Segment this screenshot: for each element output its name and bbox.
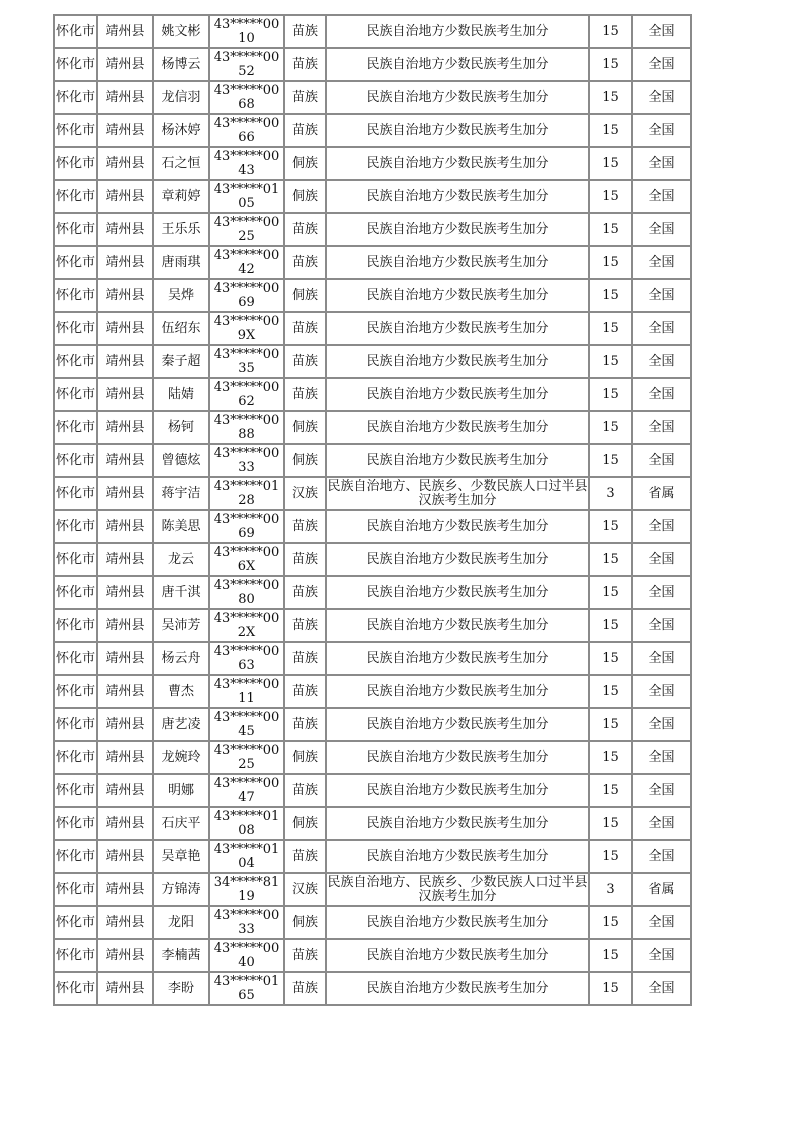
id-number-cell: 43*****0025 — [210, 742, 285, 775]
scope-cell: 省属 — [633, 874, 692, 907]
city-cell: 怀化市 — [55, 841, 98, 874]
name-cell: 杨云舟 — [154, 643, 210, 676]
bonus-points-table — [53, 14, 692, 1006]
bonus-points-cell: 3 — [590, 874, 633, 907]
scope-cell: 全国 — [633, 610, 692, 643]
ethnicity-cell: 苗族 — [285, 379, 327, 412]
id-number-cell: 43*****0088 — [210, 412, 285, 445]
city-cell: 怀化市 — [55, 676, 98, 709]
bonus-points-cell: 15 — [590, 313, 633, 346]
county-cell: 靖州县 — [98, 115, 154, 148]
bonus-item-cell: 民族自治地方少数民族考生加分 — [327, 676, 590, 709]
id-number-cell: 43*****0033 — [210, 445, 285, 478]
city-cell: 怀化市 — [55, 973, 98, 1006]
bonus-points-cell: 15 — [590, 445, 633, 478]
scope-cell: 省属 — [633, 478, 692, 511]
city-cell: 怀化市 — [55, 346, 98, 379]
name-cell: 龙阳 — [154, 907, 210, 940]
city-cell: 怀化市 — [55, 247, 98, 280]
table-body — [55, 16, 692, 1006]
scope-cell: 全国 — [633, 280, 692, 313]
county-cell: 靖州县 — [98, 82, 154, 115]
id-number-cell: 43*****0010 — [210, 16, 285, 49]
name-cell: 吴沛芳 — [154, 610, 210, 643]
bonus-item-cell: 民族自治地方少数民族考生加分 — [327, 775, 590, 808]
scope-cell: 全国 — [633, 808, 692, 841]
scope-cell: 全国 — [633, 544, 692, 577]
name-cell: 章莉婷 — [154, 181, 210, 214]
bonus-item-cell: 民族自治地方、民族乡、少数民族人口过半县汉族考生加分 — [327, 478, 590, 511]
ethnicity-cell: 侗族 — [285, 808, 327, 841]
ethnicity-cell: 苗族 — [285, 940, 327, 973]
ethnicity-cell: 苗族 — [285, 610, 327, 643]
id-number-cell: 43*****0104 — [210, 841, 285, 874]
table-row — [55, 49, 692, 82]
county-cell: 靖州县 — [98, 148, 154, 181]
table-row — [55, 148, 692, 181]
table-row — [55, 775, 692, 808]
county-cell: 靖州县 — [98, 742, 154, 775]
id-number-cell: 43*****002X — [210, 610, 285, 643]
scope-cell: 全国 — [633, 841, 692, 874]
bonus-points-cell: 15 — [590, 346, 633, 379]
bonus-item-cell: 民族自治地方少数民族考生加分 — [327, 412, 590, 445]
table-row — [55, 412, 692, 445]
name-cell: 方锦涛 — [154, 874, 210, 907]
ethnicity-cell: 苗族 — [285, 709, 327, 742]
county-cell: 靖州县 — [98, 577, 154, 610]
name-cell: 吴烨 — [154, 280, 210, 313]
bonus-points-cell: 15 — [590, 709, 633, 742]
name-cell: 龙婉玲 — [154, 742, 210, 775]
name-cell: 杨博云 — [154, 49, 210, 82]
ethnicity-cell: 苗族 — [285, 643, 327, 676]
county-cell: 靖州县 — [98, 313, 154, 346]
table-row — [55, 16, 692, 49]
city-cell: 怀化市 — [55, 610, 98, 643]
id-number-cell: 43*****0033 — [210, 907, 285, 940]
table-row — [55, 610, 692, 643]
id-number-cell: 43*****0063 — [210, 643, 285, 676]
city-cell: 怀化市 — [55, 379, 98, 412]
bonus-item-cell: 民族自治地方少数民族考生加分 — [327, 346, 590, 379]
table-row — [55, 973, 692, 1006]
county-cell: 靖州县 — [98, 841, 154, 874]
scope-cell: 全国 — [633, 973, 692, 1006]
county-cell: 靖州县 — [98, 874, 154, 907]
county-cell: 靖州县 — [98, 940, 154, 973]
city-cell: 怀化市 — [55, 643, 98, 676]
ethnicity-cell: 汉族 — [285, 874, 327, 907]
ethnicity-cell: 苗族 — [285, 16, 327, 49]
bonus-points-cell: 15 — [590, 610, 633, 643]
table-row — [55, 643, 692, 676]
bonus-item-cell: 民族自治地方少数民族考生加分 — [327, 214, 590, 247]
bonus-points-cell: 15 — [590, 49, 633, 82]
name-cell: 杨沐婷 — [154, 115, 210, 148]
name-cell: 明娜 — [154, 775, 210, 808]
scope-cell: 全国 — [633, 775, 692, 808]
id-number-cell: 43*****0128 — [210, 478, 285, 511]
bonus-points-cell: 15 — [590, 742, 633, 775]
county-cell: 靖州县 — [98, 412, 154, 445]
county-cell: 靖州县 — [98, 544, 154, 577]
scope-cell: 全国 — [633, 49, 692, 82]
bonus-points-cell: 15 — [590, 181, 633, 214]
bonus-item-cell: 民族自治地方少数民族考生加分 — [327, 610, 590, 643]
scope-cell: 全国 — [633, 676, 692, 709]
table-row — [55, 841, 692, 874]
county-cell: 靖州县 — [98, 181, 154, 214]
table-row — [55, 445, 692, 478]
id-number-cell: 43*****0025 — [210, 214, 285, 247]
bonus-item-cell: 民族自治地方少数民族考生加分 — [327, 709, 590, 742]
bonus-item-cell: 民族自治地方少数民族考生加分 — [327, 643, 590, 676]
scope-cell: 全国 — [633, 115, 692, 148]
id-number-cell: 43*****0040 — [210, 940, 285, 973]
bonus-points-cell: 15 — [590, 115, 633, 148]
table-row — [55, 214, 692, 247]
bonus-points-cell: 15 — [590, 148, 633, 181]
bonus-item-cell: 民族自治地方少数民族考生加分 — [327, 379, 590, 412]
id-number-cell: 43*****0069 — [210, 511, 285, 544]
bonus-points-cell: 3 — [590, 478, 633, 511]
ethnicity-cell: 苗族 — [285, 214, 327, 247]
bonus-points-cell: 15 — [590, 16, 633, 49]
bonus-item-cell: 民族自治地方少数民族考生加分 — [327, 181, 590, 214]
bonus-points-cell: 15 — [590, 841, 633, 874]
bonus-item-cell: 民族自治地方少数民族考生加分 — [327, 16, 590, 49]
bonus-item-cell: 民族自治地方少数民族考生加分 — [327, 49, 590, 82]
scope-cell: 全国 — [633, 247, 692, 280]
table-row — [55, 115, 692, 148]
id-number-cell: 43*****009X — [210, 313, 285, 346]
table-row — [55, 676, 692, 709]
id-number-cell: 43*****0011 — [210, 676, 285, 709]
table-row — [55, 940, 692, 973]
county-cell: 靖州县 — [98, 445, 154, 478]
table-row — [55, 313, 692, 346]
bonus-item-cell: 民族自治地方少数民族考生加分 — [327, 577, 590, 610]
scope-cell: 全国 — [633, 412, 692, 445]
bonus-points-cell: 15 — [590, 940, 633, 973]
bonus-item-cell: 民族自治地方少数民族考生加分 — [327, 973, 590, 1006]
ethnicity-cell: 苗族 — [285, 577, 327, 610]
bonus-item-cell: 民族自治地方少数民族考生加分 — [327, 940, 590, 973]
city-cell: 怀化市 — [55, 907, 98, 940]
city-cell: 怀化市 — [55, 874, 98, 907]
bonus-item-cell: 民族自治地方少数民族考生加分 — [327, 247, 590, 280]
bonus-item-cell: 民族自治地方少数民族考生加分 — [327, 841, 590, 874]
id-number-cell: 43*****0043 — [210, 148, 285, 181]
id-number-cell: 43*****006X — [210, 544, 285, 577]
bonus-item-cell: 民族自治地方少数民族考生加分 — [327, 148, 590, 181]
scope-cell: 全国 — [633, 148, 692, 181]
city-cell: 怀化市 — [55, 808, 98, 841]
id-number-cell: 43*****0052 — [210, 49, 285, 82]
scope-cell: 全国 — [633, 643, 692, 676]
city-cell: 怀化市 — [55, 115, 98, 148]
id-number-cell: 43*****0105 — [210, 181, 285, 214]
county-cell: 靖州县 — [98, 16, 154, 49]
scope-cell: 全国 — [633, 214, 692, 247]
table-row — [55, 577, 692, 610]
city-cell: 怀化市 — [55, 709, 98, 742]
bonus-item-cell: 民族自治地方少数民族考生加分 — [327, 313, 590, 346]
table-row — [55, 247, 692, 280]
county-cell: 靖州县 — [98, 247, 154, 280]
name-cell: 李楠茜 — [154, 940, 210, 973]
table-row — [55, 511, 692, 544]
city-cell: 怀化市 — [55, 511, 98, 544]
city-cell: 怀化市 — [55, 82, 98, 115]
id-number-cell: 34*****8119 — [210, 874, 285, 907]
table-row — [55, 379, 692, 412]
bonus-item-cell: 民族自治地方少数民族考生加分 — [327, 907, 590, 940]
name-cell: 姚文彬 — [154, 16, 210, 49]
name-cell: 陆婧 — [154, 379, 210, 412]
county-cell: 靖州县 — [98, 907, 154, 940]
scope-cell: 全国 — [633, 82, 692, 115]
city-cell: 怀化市 — [55, 544, 98, 577]
scope-cell: 全国 — [633, 511, 692, 544]
city-cell: 怀化市 — [55, 775, 98, 808]
bonus-item-cell: 民族自治地方少数民族考生加分 — [327, 511, 590, 544]
table-row — [55, 874, 692, 907]
city-cell: 怀化市 — [55, 181, 98, 214]
name-cell: 石之恒 — [154, 148, 210, 181]
id-number-cell: 43*****0108 — [210, 808, 285, 841]
county-cell: 靖州县 — [98, 346, 154, 379]
ethnicity-cell: 苗族 — [285, 82, 327, 115]
table-row — [55, 181, 692, 214]
bonus-points-cell: 15 — [590, 808, 633, 841]
bonus-points-cell: 15 — [590, 973, 633, 1006]
county-cell: 靖州县 — [98, 676, 154, 709]
id-number-cell: 43*****0066 — [210, 115, 285, 148]
ethnicity-cell: 侗族 — [285, 181, 327, 214]
ethnicity-cell: 侗族 — [285, 907, 327, 940]
name-cell: 曹杰 — [154, 676, 210, 709]
name-cell: 蒋宇洁 — [154, 478, 210, 511]
name-cell: 伍绍东 — [154, 313, 210, 346]
bonus-item-cell: 民族自治地方少数民族考生加分 — [327, 445, 590, 478]
name-cell: 曾德炫 — [154, 445, 210, 478]
scope-cell: 全国 — [633, 577, 692, 610]
name-cell: 石庆平 — [154, 808, 210, 841]
county-cell: 靖州县 — [98, 775, 154, 808]
bonus-item-cell: 民族自治地方少数民族考生加分 — [327, 742, 590, 775]
city-cell: 怀化市 — [55, 313, 98, 346]
id-number-cell: 43*****0069 — [210, 280, 285, 313]
bonus-points-cell: 15 — [590, 511, 633, 544]
ethnicity-cell: 苗族 — [285, 346, 327, 379]
bonus-item-cell: 民族自治地方少数民族考生加分 — [327, 544, 590, 577]
city-cell: 怀化市 — [55, 280, 98, 313]
ethnicity-cell: 苗族 — [285, 511, 327, 544]
county-cell: 靖州县 — [98, 478, 154, 511]
name-cell: 秦子超 — [154, 346, 210, 379]
name-cell: 吴章艳 — [154, 841, 210, 874]
table-row — [55, 82, 692, 115]
scope-cell: 全国 — [633, 379, 692, 412]
ethnicity-cell: 苗族 — [285, 313, 327, 346]
table-row — [55, 478, 692, 511]
city-cell: 怀化市 — [55, 16, 98, 49]
county-cell: 靖州县 — [98, 280, 154, 313]
bonus-points-cell: 15 — [590, 280, 633, 313]
ethnicity-cell: 侗族 — [285, 148, 327, 181]
id-number-cell: 43*****0045 — [210, 709, 285, 742]
table-row — [55, 280, 692, 313]
ethnicity-cell: 侗族 — [285, 445, 327, 478]
scope-cell: 全国 — [633, 313, 692, 346]
name-cell: 陈美思 — [154, 511, 210, 544]
name-cell: 王乐乐 — [154, 214, 210, 247]
bonus-points-cell: 15 — [590, 907, 633, 940]
city-cell: 怀化市 — [55, 742, 98, 775]
county-cell: 靖州县 — [98, 610, 154, 643]
scope-cell: 全国 — [633, 742, 692, 775]
table-row — [55, 808, 692, 841]
ethnicity-cell: 苗族 — [285, 49, 327, 82]
bonus-points-cell: 15 — [590, 577, 633, 610]
table-row — [55, 544, 692, 577]
name-cell: 杨钶 — [154, 412, 210, 445]
scope-cell: 全国 — [633, 181, 692, 214]
name-cell: 唐艺凌 — [154, 709, 210, 742]
city-cell: 怀化市 — [55, 478, 98, 511]
id-number-cell: 43*****0080 — [210, 577, 285, 610]
bonus-points-cell: 15 — [590, 544, 633, 577]
county-cell: 靖州县 — [98, 973, 154, 1006]
bonus-points-cell: 15 — [590, 775, 633, 808]
ethnicity-cell: 苗族 — [285, 973, 327, 1006]
city-cell: 怀化市 — [55, 214, 98, 247]
ethnicity-cell: 侗族 — [285, 412, 327, 445]
bonus-item-cell: 民族自治地方少数民族考生加分 — [327, 82, 590, 115]
name-cell: 龙信羽 — [154, 82, 210, 115]
county-cell: 靖州县 — [98, 49, 154, 82]
scope-cell: 全国 — [633, 709, 692, 742]
table-row — [55, 709, 692, 742]
table-row — [55, 742, 692, 775]
ethnicity-cell: 苗族 — [285, 544, 327, 577]
scope-cell: 全国 — [633, 907, 692, 940]
id-number-cell: 43*****0062 — [210, 379, 285, 412]
table-row — [55, 907, 692, 940]
county-cell: 靖州县 — [98, 709, 154, 742]
ethnicity-cell: 苗族 — [285, 841, 327, 874]
bonus-item-cell: 民族自治地方、民族乡、少数民族人口过半县汉族考生加分 — [327, 874, 590, 907]
id-number-cell: 43*****0042 — [210, 247, 285, 280]
bonus-points-cell: 15 — [590, 214, 633, 247]
county-cell: 靖州县 — [98, 214, 154, 247]
name-cell: 李盼 — [154, 973, 210, 1006]
id-number-cell: 43*****0047 — [210, 775, 285, 808]
bonus-item-cell: 民族自治地方少数民族考生加分 — [327, 280, 590, 313]
county-cell: 靖州县 — [98, 379, 154, 412]
name-cell: 唐雨琪 — [154, 247, 210, 280]
name-cell: 龙云 — [154, 544, 210, 577]
scope-cell: 全国 — [633, 940, 692, 973]
ethnicity-cell: 苗族 — [285, 247, 327, 280]
bonus-points-cell: 15 — [590, 412, 633, 445]
ethnicity-cell: 侗族 — [285, 742, 327, 775]
city-cell: 怀化市 — [55, 577, 98, 610]
city-cell: 怀化市 — [55, 148, 98, 181]
bonus-item-cell: 民族自治地方少数民族考生加分 — [327, 808, 590, 841]
bonus-points-cell: 15 — [590, 379, 633, 412]
bonus-points-cell: 15 — [590, 82, 633, 115]
id-number-cell: 43*****0035 — [210, 346, 285, 379]
bonus-points-cell: 15 — [590, 643, 633, 676]
county-cell: 靖州县 — [98, 808, 154, 841]
id-number-cell: 43*****0165 — [210, 973, 285, 1006]
ethnicity-cell: 苗族 — [285, 775, 327, 808]
scope-cell: 全国 — [633, 445, 692, 478]
county-cell: 靖州县 — [98, 511, 154, 544]
city-cell: 怀化市 — [55, 445, 98, 478]
bonus-points-cell: 15 — [590, 247, 633, 280]
ethnicity-cell: 苗族 — [285, 676, 327, 709]
county-cell: 靖州县 — [98, 643, 154, 676]
ethnicity-cell: 苗族 — [285, 115, 327, 148]
table-row — [55, 346, 692, 379]
name-cell: 唐千淇 — [154, 577, 210, 610]
ethnicity-cell: 汉族 — [285, 478, 327, 511]
city-cell: 怀化市 — [55, 412, 98, 445]
ethnicity-cell: 侗族 — [285, 280, 327, 313]
scope-cell: 全国 — [633, 16, 692, 49]
scope-cell: 全国 — [633, 346, 692, 379]
bonus-points-cell: 15 — [590, 676, 633, 709]
city-cell: 怀化市 — [55, 49, 98, 82]
city-cell: 怀化市 — [55, 940, 98, 973]
id-number-cell: 43*****0068 — [210, 82, 285, 115]
bonus-item-cell: 民族自治地方少数民族考生加分 — [327, 115, 590, 148]
